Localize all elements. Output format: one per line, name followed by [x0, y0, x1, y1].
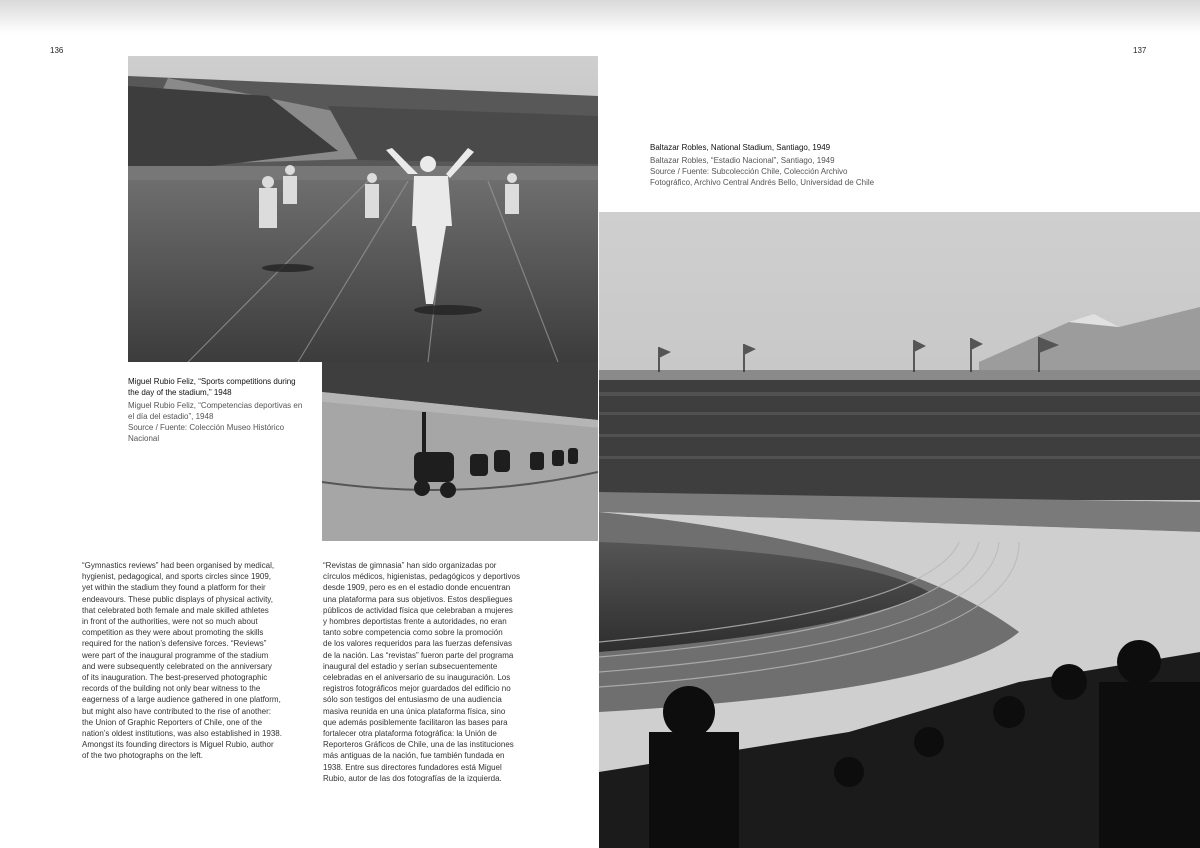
photo-national-stadium	[599, 212, 1200, 848]
caption-right-title-es: Baltazar Robles, “Estadio Nacional”, Santiago, 1949	[650, 156, 835, 165]
body-text-english: “Gymnastics reviews” had been organised by medical, hygienist, pedagogical, and sports circles since 1909, yet within the stadium they found a platform for their endeavours. These public displays of physical activity, that celebrated both female and male skilled athletes in front of the authorities, were not so much about competition as they were about promoting the skills required for the nation’s defensive forces. “Reviews” were part of the inaugural programme of the stadium and were subsequently celebrated on the anniversary of its inauguration. The best-preserved photographic records of the building not only bear witness to the eagerness of a large audience gathered in one platform, but might also have contributed to the rise of another: the Union of Graphic Reporters of Chile, one of the nation’s oldest institutions, was also established in 1938. Amongst its founding directors is Miguel Rubio, author of the two photographs on the left.	[82, 561, 282, 761]
body-text-spanish: “Revistas de gimnasia” han sido organizadas por círculos médicos, higienistas, pedagógicos y deportivos desde 1909, pero es en el estadio donde encuentran una plataforma para sus objetivos. Estos despliegues públicos de actividad física que celebraban a mujeres y hombres deportistas frente a autoridades, no eran tanto sobre competencia como sobre la promoción de los valores requeridos para las fuerzas defensivas de la nación. Las “revistas” fueron parte del programa inaugural del estadio y serían subsecuentemente celebradas en el aniversario de su inauguración. Los registros fotográficos mejor guardados del edificio no sólo son testigos del entusiasmo de una audiencia masiva reunida en una única plataforma física, sino que además posiblemente facilitaron las bases para fortalecer otra plataforma fotográfica: la Unión de Reporteros Gráficos de Chile, una de las instituciones más antiguas de la nación, fue también fundada en 1938. Entre sus directores fundadores está Miguel Rubio, autor de las dos fotografías de la izquierda.	[323, 561, 520, 783]
caption-left-title-en: Miguel Rubio Feliz, “Sports competitions during the day of the stadium,” 1948	[128, 377, 296, 397]
caption-left	[128, 376, 308, 444]
photo-sprint-race	[128, 56, 598, 362]
page-top-shadow	[0, 0, 1200, 34]
caption-right-title-en: Baltazar Robles, National Stadium, Santiago, 1949	[650, 143, 831, 152]
caption-right	[650, 142, 875, 188]
caption-left-title-es: Miguel Rubio Feliz, “Competencias deportivas en el día del estadio”, 1948	[128, 401, 303, 421]
caption-left-source: Source / Fuente: Colección Museo Histórico Nacional	[128, 423, 285, 443]
caption-right-source: Source / Fuente: Subcolección Chile, Colección Archivo Fotográfico, Archivo Central Andrés Bello, Universidad de Chile	[650, 167, 875, 187]
photo-motorcycles	[322, 362, 598, 541]
left-page-number: 136	[50, 46, 64, 55]
right-page-number: 137	[1133, 46, 1147, 55]
